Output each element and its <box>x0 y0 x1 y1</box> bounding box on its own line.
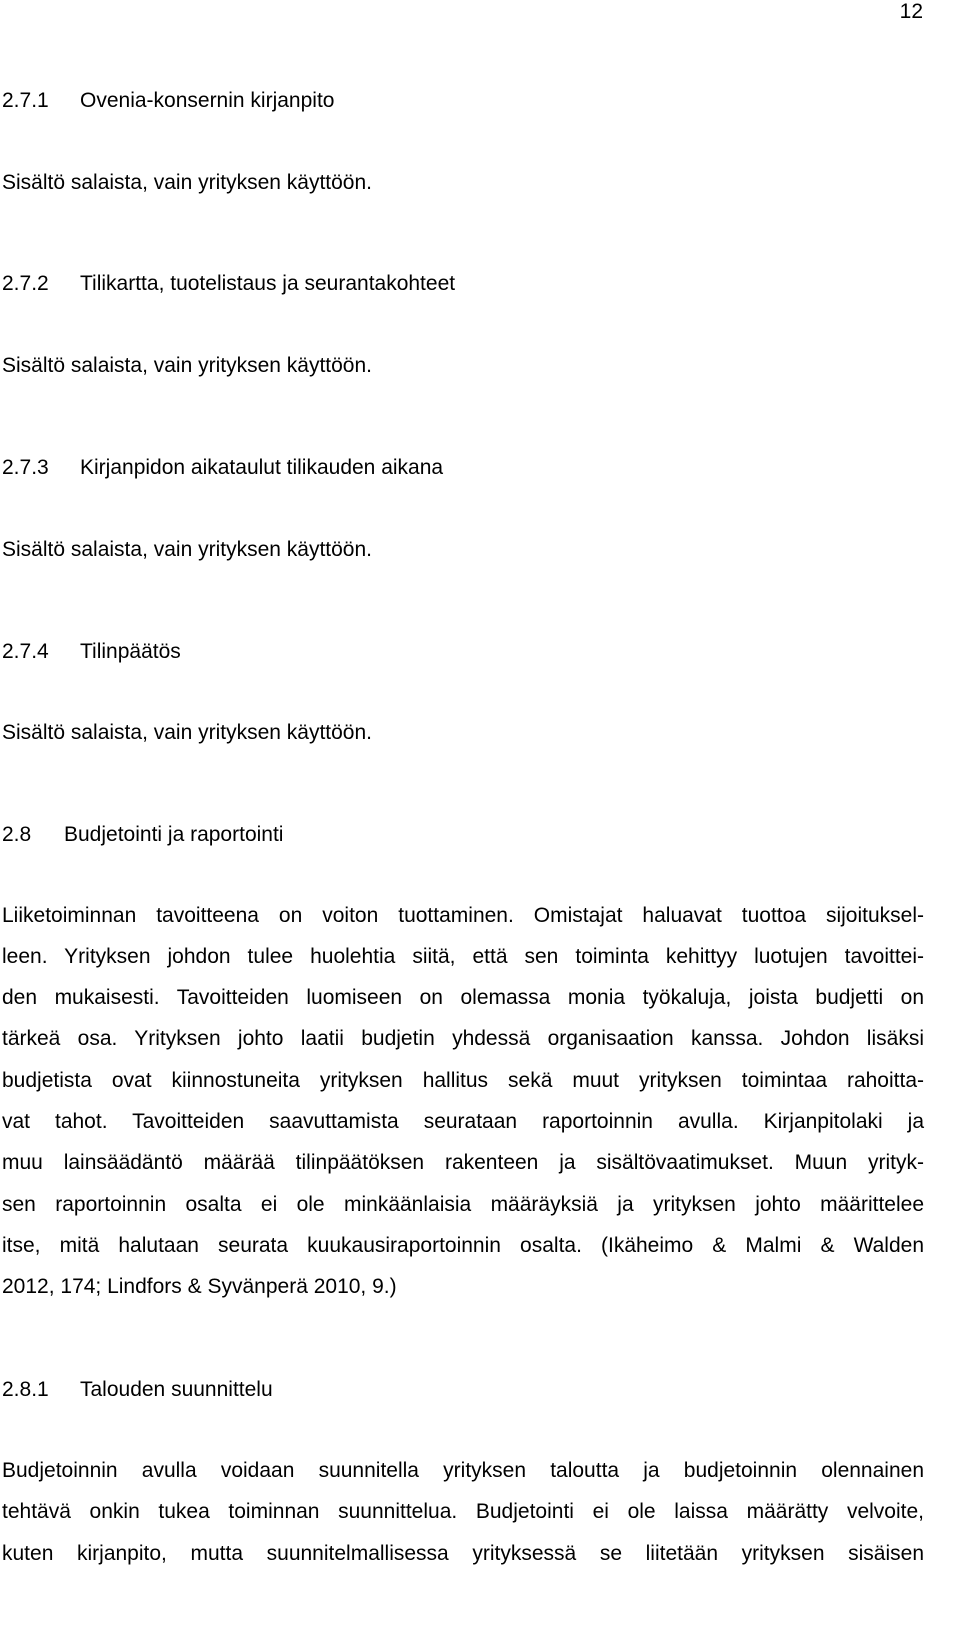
paragraph-line: Budjetoinnin avulla voidaan suunnitella yrityksen taloutta ja budjetoinnin olennainen <box>2 1459 924 1482</box>
section-heading-2-7-4 <box>2 639 181 665</box>
paragraph-line: kuten kirjanpito, mutta suunnitelmallisessa yrityksessä se liitetään yrityksen sisäisen <box>2 1542 924 1565</box>
section-body-2-7-1: Sisältö salaista, vain yrityksen käyttöön. <box>2 171 373 194</box>
paragraph-line: vat tahot. Tavoitteiden saavuttamista seurataan raportoinnin avulla. Kirjanpitolaki ja <box>2 1110 924 1133</box>
section-number: 2.8 <box>2 823 32 846</box>
paragraph-line: muu lainsäädäntö määrää tilinpäätöksen rakenteen ja sisältövaatimukset. Muun yrityk- <box>2 1151 924 1174</box>
section-body-2-7-3: Sisältö salaista, vain yrityksen käyttöön. <box>2 538 373 561</box>
section-heading-2-8 <box>2 822 283 848</box>
section-heading-2-7-3 <box>2 455 443 481</box>
paragraph-line: itse, mitä halutaan seurata kuukausiraportoinnin osalta. (Ikäheimo & Malmi & Walden <box>2 1234 924 1257</box>
section-title: Talouden suunnittelu <box>80 1378 273 1401</box>
section-title: Kirjanpidon aikataulut tilikauden aikana <box>80 456 444 479</box>
paragraph-line: tärkeä osa. Yrityksen johto laatii budjetin yhdessä organisaation kanssa. Johdon lisäksi <box>2 1027 924 1050</box>
section-body-2-7-2: Sisältö salaista, vain yrityksen käyttöön. <box>2 354 373 377</box>
paragraph-line: sen raportoinnin osalta ei ole minkäänlaisia määräyksiä ja yrityksen johto määrittelee <box>2 1193 924 1216</box>
section-number: 2.7.3 <box>2 456 49 479</box>
section-number: 2.7.2 <box>2 272 49 295</box>
section-title: Budjetointi ja raportointi <box>64 823 284 846</box>
section-heading-2-8-1 <box>2 1377 273 1403</box>
section-title: Tilinpäätös <box>80 640 181 663</box>
section-number: 2.8.1 <box>2 1378 49 1401</box>
paragraph-line: den mukaisesti. Tavoitteiden luomiseen on olemassa monia työkaluja, joista budjetti on <box>2 986 924 1009</box>
paragraph-line: 2012, 174; Lindfors & Syvänperä 2010, 9.) <box>2 1275 397 1298</box>
section-body-2-7-4: Sisältö salaista, vain yrityksen käyttöön. <box>2 721 373 744</box>
paragraph-line: tehtävä onkin tukea toiminnan suunnittelua. Budjetointi ei ole laissa määrätty velvoite, <box>2 1500 924 1523</box>
section-heading-2-7-1 <box>2 88 334 114</box>
section-title: Ovenia-konsernin kirjanpito <box>80 89 335 112</box>
paragraph-line: Liiketoiminnan tavoitteena on voiton tuottaminen. Omistajat haluavat tuottoa sijoituksel- <box>2 904 924 927</box>
section-number: 2.7.4 <box>2 640 49 663</box>
section-number: 2.7.1 <box>2 89 49 112</box>
page-number: 12 <box>899 0 923 23</box>
paragraph-line: leen. Yrityksen johdon tulee huolehtia siitä, että sen toiminta kehittyy luotujen tavoittei- <box>2 945 924 968</box>
section-title: Tilikartta, tuotelistaus ja seurantakohteet <box>80 272 456 295</box>
section-heading-2-7-2 <box>2 271 455 297</box>
paragraph-line: budjetista ovat kiinnostuneita yrityksen hallitus sekä muut yrityksen toimintaa rahoitta- <box>2 1069 924 1092</box>
